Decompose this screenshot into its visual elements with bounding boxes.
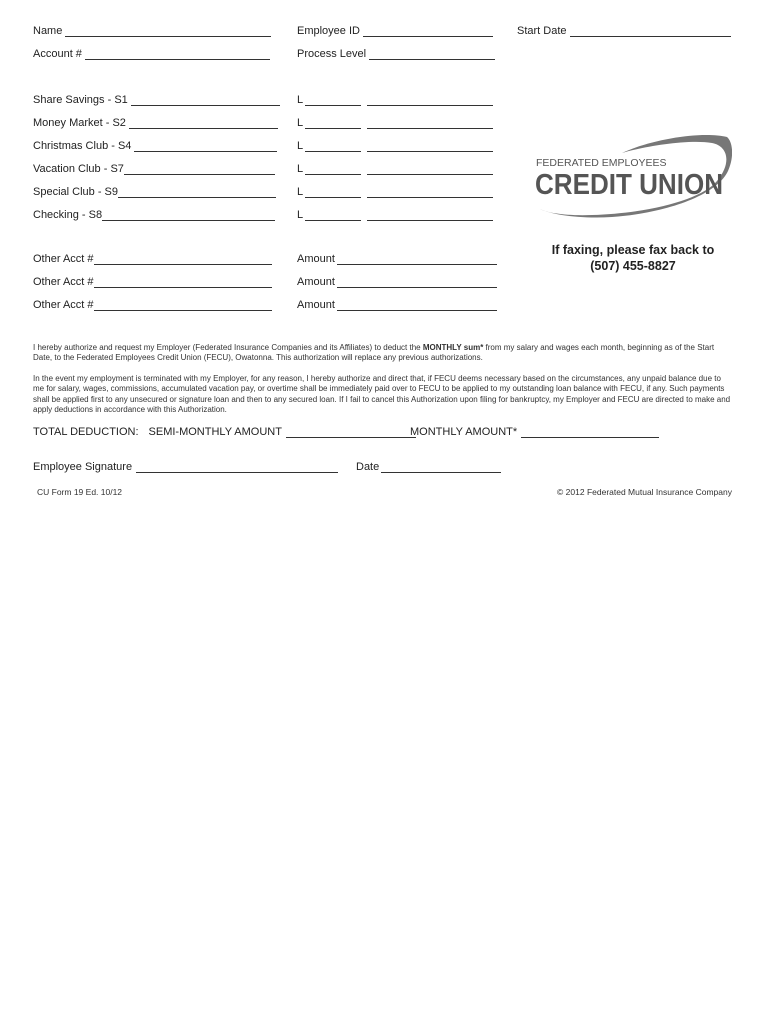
account-label: Special Club - S9 <box>33 186 118 198</box>
amount-label: Amount <box>297 299 335 311</box>
authorization-paragraph-2: In the event my employment is terminated with my Employer, for any reason, I hereby authorize and direct that, if FECU deems necessary based on the circumstances, any unpaid balance due to me for salary, wages, commissions, accumulated vacation pay, or overtime shall be immediately paid over to FECU to be applied to my outstanding loan balance with FECU, if any. Such payments shall be applied first to any unsecured or signature loan and then to any secured loan. If I fail to cancel this Authorization upon filing for bankruptcy, my Employer and FECU are directed to make and apply deductions in accordance with this Authorization. <box>33 374 731 415</box>
date-label: Date <box>356 461 380 473</box>
monthly-sum-emphasis: MONTHLY sum* <box>422 343 484 352</box>
loan-field-a[interactable] <box>305 173 361 175</box>
other-acct-label: Other Acct # <box>33 253 94 265</box>
loan-row-1 <box>297 94 493 106</box>
amount-field[interactable] <box>337 309 497 311</box>
total-deduction-row <box>33 426 416 438</box>
account-amount-field[interactable] <box>124 173 275 175</box>
form-id: CU Form 19 Ed. 10/12 <box>37 487 123 497</box>
account-label: Money Market - S2 <box>33 117 126 129</box>
credit-union-logo <box>532 133 732 219</box>
loan-field-b[interactable] <box>367 196 493 198</box>
start-date-field[interactable] <box>570 35 731 37</box>
account-row-special-club <box>33 186 276 198</box>
l-label: L <box>297 163 304 175</box>
employee-signature-label: Employee Signature <box>33 461 133 473</box>
loan-field-b[interactable] <box>367 173 493 175</box>
account-amount-field[interactable] <box>102 219 275 221</box>
other-acct-row-3 <box>33 299 272 311</box>
semi-monthly-field[interactable] <box>286 436 416 438</box>
l-label: L <box>297 117 304 129</box>
loan-row-5 <box>297 186 493 198</box>
employee-id-field[interactable] <box>363 35 493 37</box>
name-field-row <box>33 25 271 37</box>
other-acct-row-2 <box>33 276 272 288</box>
authorization-paragraph-1: I hereby authorize and request my Employer (Federated Insurance Companies and its Affiliates) to deduct the MONTHLY sum* from my salary and wages each month, beginning as of the Start Date, to the Federated Employees Credit Union (FECU), Owatonna. This authorization will replace any previous authorizations. <box>33 343 715 363</box>
other-amount-row-2 <box>297 276 497 288</box>
account-row-vacation-club <box>33 163 275 175</box>
l-label: L <box>297 186 304 198</box>
account-row <box>33 48 270 60</box>
employee-id-row <box>297 25 493 37</box>
employee-id-label: Employee ID <box>297 25 360 37</box>
amount-label: Amount <box>297 276 335 288</box>
loan-field-a[interactable] <box>305 219 361 221</box>
name-field[interactable] <box>65 35 271 37</box>
account-amount-field[interactable] <box>131 104 280 106</box>
loan-field-b[interactable] <box>367 127 493 129</box>
other-amount-row-3 <box>297 299 497 311</box>
account-row-christmas-club <box>33 140 277 152</box>
account-label: Account # <box>33 48 82 60</box>
total-deduction-label: TOTAL DEDUCTION: <box>33 426 139 438</box>
logo-line1: FEDERATED EMPLOYEES <box>536 157 667 169</box>
logo-line2: CREDIT UNION <box>535 169 723 201</box>
fax-notice <box>535 242 731 274</box>
l-label: L <box>297 94 304 106</box>
loan-row-3 <box>297 140 493 152</box>
employee-signature-field[interactable] <box>136 471 338 473</box>
loan-field-b[interactable] <box>367 104 493 106</box>
account-row-money-market <box>33 117 278 129</box>
signature-row <box>33 461 338 473</box>
monthly-amount-label: MONTHLY AMOUNT* <box>410 426 518 438</box>
amount-field[interactable] <box>337 263 497 265</box>
other-acct-field[interactable] <box>94 286 272 288</box>
amount-field[interactable] <box>337 286 497 288</box>
other-amount-row-1 <box>297 253 497 265</box>
account-amount-field[interactable] <box>118 196 276 198</box>
copyright: © 2012 Federated Mutual Insurance Company <box>557 487 732 497</box>
process-level-row <box>297 48 495 60</box>
fax-number: (507) 455-8827 <box>590 259 676 273</box>
loan-row-4 <box>297 163 493 175</box>
monthly-amount-row <box>410 426 659 438</box>
loan-field-a[interactable] <box>305 150 361 152</box>
other-acct-field[interactable] <box>94 309 272 311</box>
account-row-share-savings <box>33 94 280 106</box>
account-label: Share Savings - S1 <box>33 94 128 106</box>
account-amount-field[interactable] <box>134 150 277 152</box>
date-field[interactable] <box>381 471 501 473</box>
account-row-checking <box>33 209 275 221</box>
semi-monthly-label: SEMI-MONTHLY AMOUNT <box>148 426 282 438</box>
monthly-amount-field[interactable] <box>521 436 659 438</box>
other-acct-label: Other Acct # <box>33 299 94 311</box>
account-field[interactable] <box>85 58 270 60</box>
l-label: L <box>297 140 304 152</box>
process-level-label: Process Level <box>297 48 367 60</box>
loan-field-a[interactable] <box>305 196 361 198</box>
date-row <box>356 461 501 473</box>
account-label: Christmas Club - S4 <box>33 140 132 152</box>
loan-row-2 <box>297 117 493 129</box>
loan-row-6 <box>297 209 493 221</box>
amount-label: Amount <box>297 253 335 265</box>
account-amount-field[interactable] <box>129 127 278 129</box>
loan-field-b[interactable] <box>367 219 493 221</box>
loan-field-b[interactable] <box>367 150 493 152</box>
name-label: Name <box>33 25 63 37</box>
other-acct-row-1 <box>33 253 272 265</box>
other-acct-field[interactable] <box>94 263 272 265</box>
loan-field-a[interactable] <box>305 104 361 106</box>
loan-field-a[interactable] <box>305 127 361 129</box>
account-label: Vacation Club - S7 <box>33 163 124 175</box>
l-label: L <box>297 209 304 221</box>
account-label: Checking - S8 <box>33 209 103 221</box>
other-acct-label: Other Acct # <box>33 276 94 288</box>
process-level-field[interactable] <box>369 58 495 60</box>
start-date-label: Start Date <box>517 25 567 37</box>
fax-notice-line1: If faxing, please fax back to <box>551 243 715 257</box>
start-date-row <box>517 25 731 37</box>
